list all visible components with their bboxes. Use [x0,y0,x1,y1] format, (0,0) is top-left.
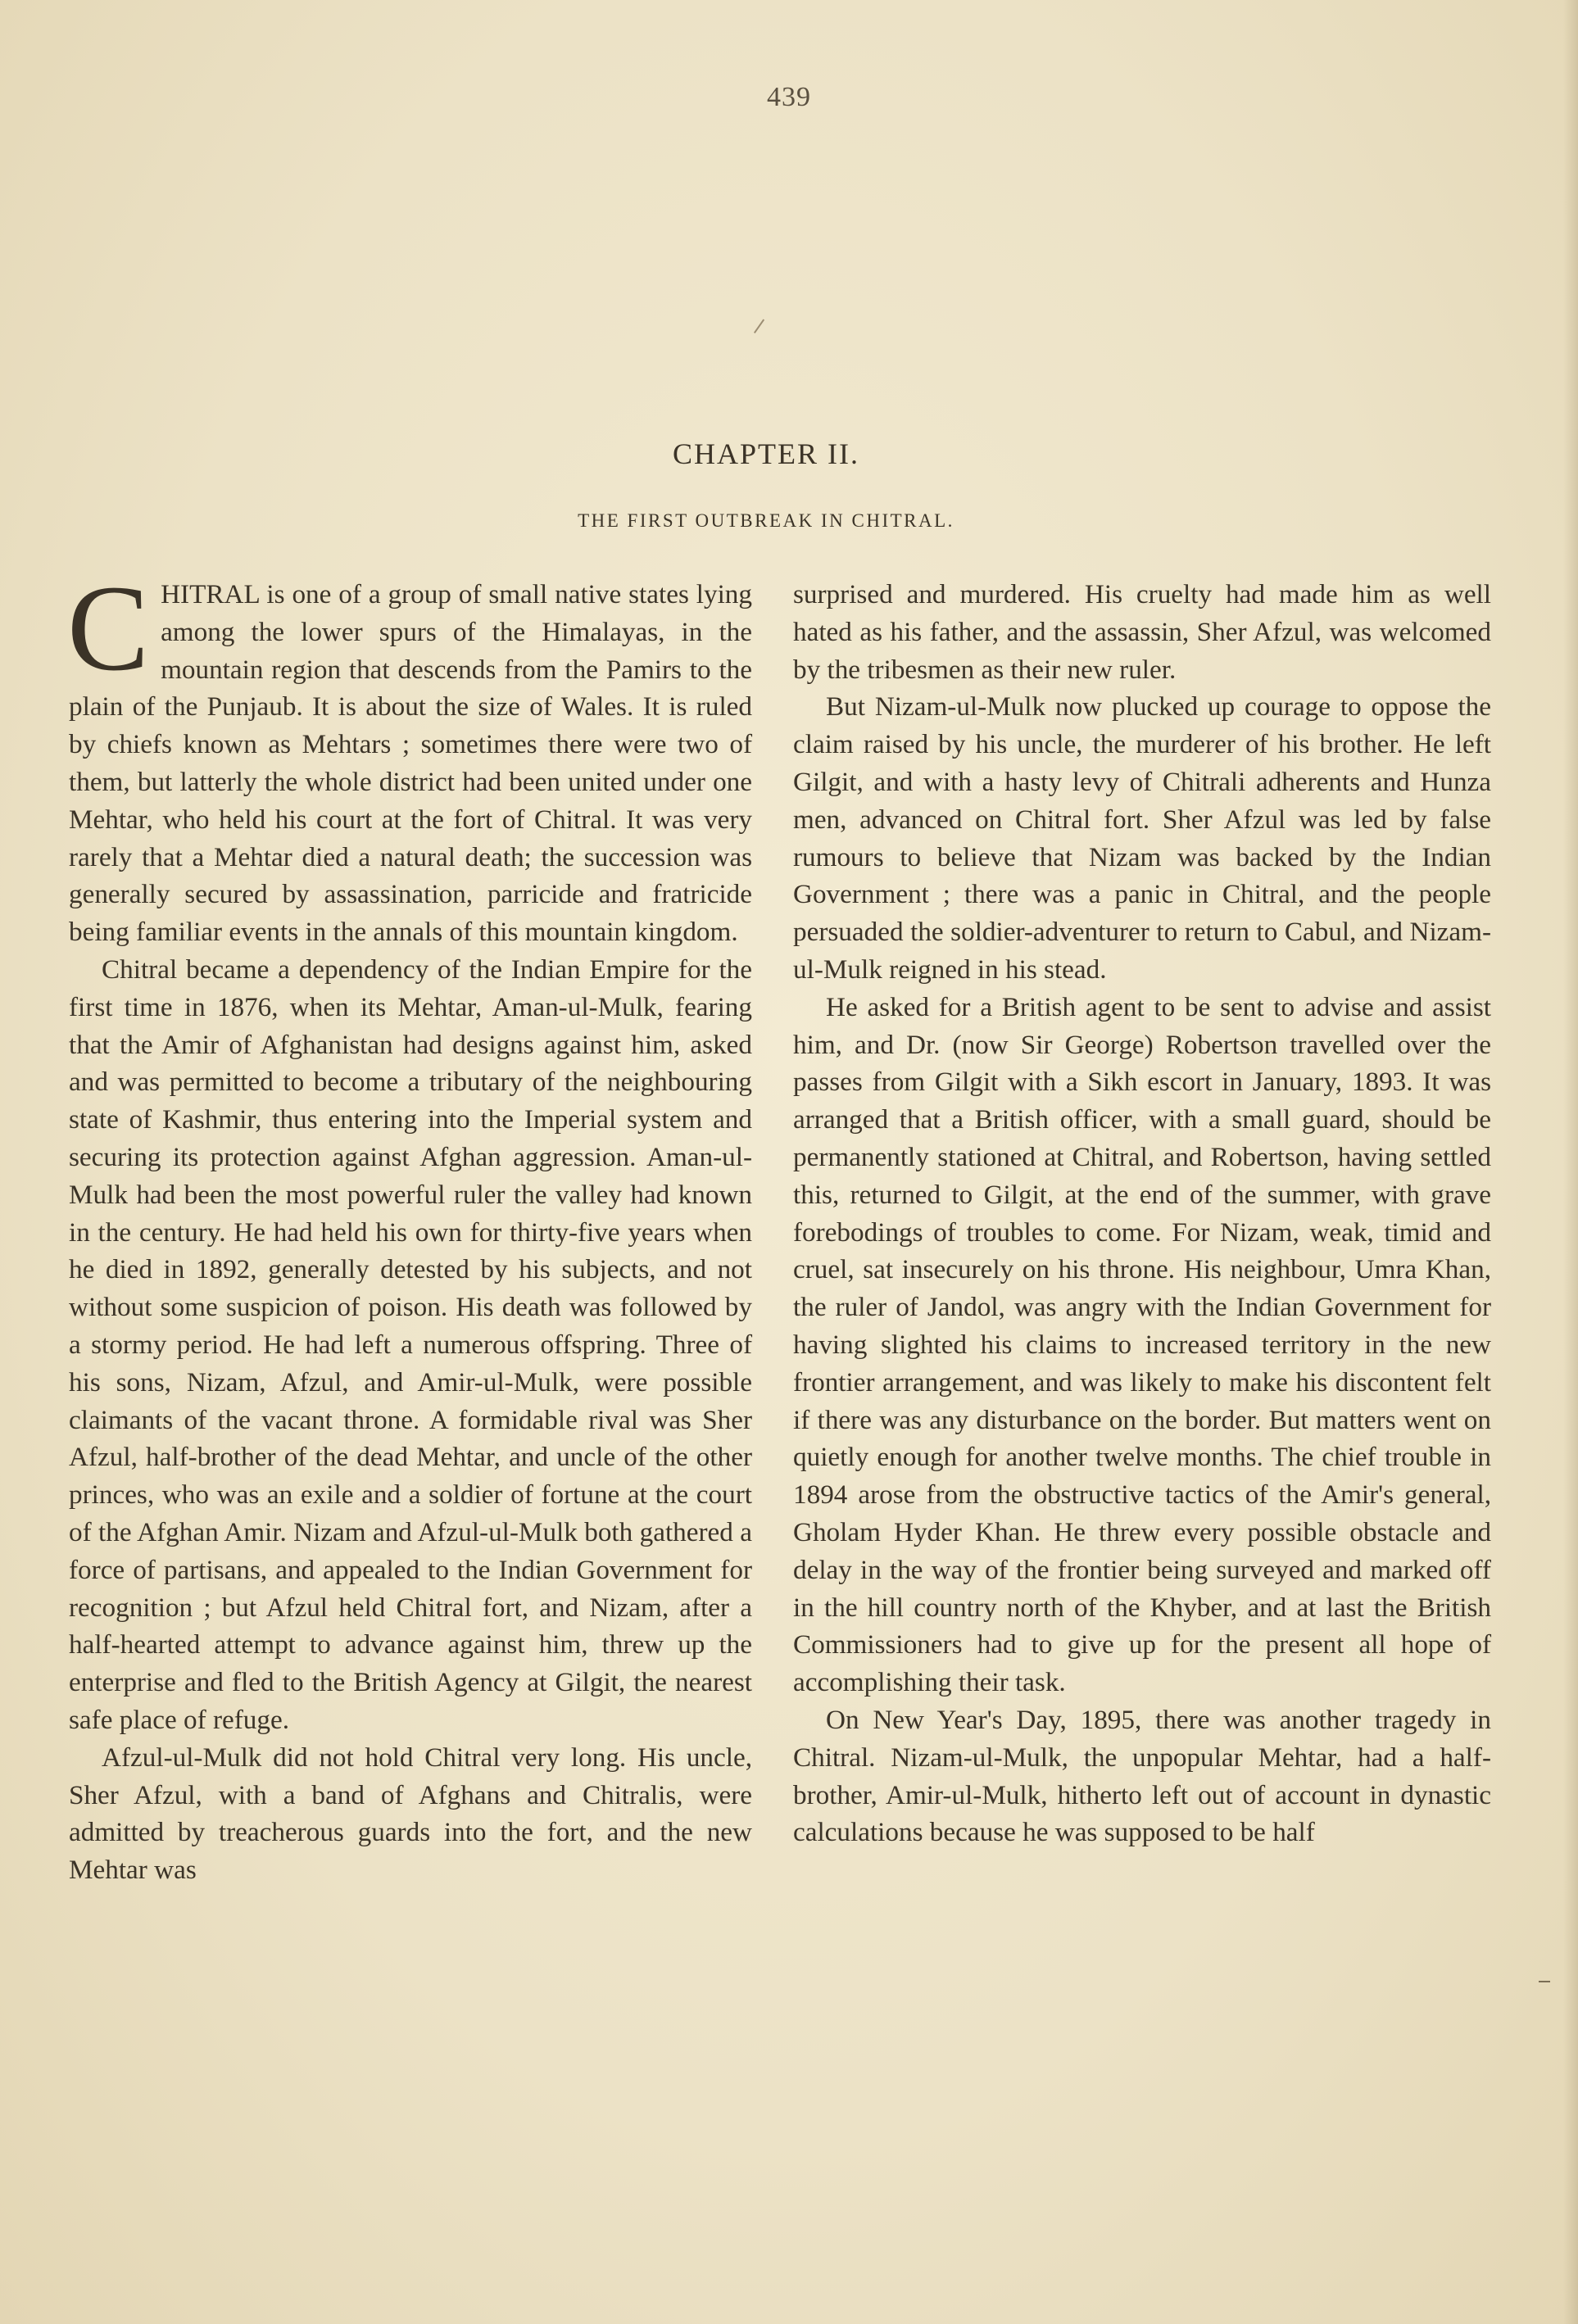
drop-cap: C [67,560,150,696]
paragraph: On New Year's Day, 1895, there was another tragedy in Chitral. Nizam-ul-Mulk, the unpopular Mehtar, had a half-brother, Amir-ul-Mulk, hitherto left out of account in dynastic calculations because he was supposed to be half [793,1704,1491,1848]
text-column-left [67,560,752,1889]
chapter-title: CHAPTER II. [673,437,859,470]
paragraph: But Nizam-ul-Mulk now plucked up courage to oppose the claim raised by his uncle, the murderer of his brother. He left Gilgit, and with a hasty levy of Chitrali adherents and Hunza men, advanced on Chitral fort. Sher Afzul was led by false rumours to believe that Nizam was backed by the Indian Government ; there was a panic in Chitral, and the people persuaded the soldier-adventurer to return to Cabul, and Nizam-ul-Mulk reigned in his stead. [793,691,1491,985]
paragraph: Chitral became a dependency of the Indian Empire for the first time in 1876, when its Mehtar, Aman-ul-Mulk, fearing that the Amir of Afghanistan had designs against him, asked and was permitted to become a tributary of the neighbouring state of Kashmir, thus entering into the Imperial system and securing its protection against Afghan aggression. Aman-ul-Mulk had been the most powerful ruler the valley had known in the century. He had held his own for thirty-five years when he died in 1892, generally detested by his subjects, and not without some suspicion of poison. His death was followed by a stormy period. He had left a numerous offspring. Three of his sons, Nizam, Afzul, and Amir-ul-Mulk, were possible claimants of the vacant throne. A formidable rival was Sher Afzul, half-brother of the dead Mehtar, and uncle of the other princes, who was an exile and a soldier of fortune at the court of the Afghan Amir. Nizam and Afzul-ul-Mulk both gathered a force of partisans, and appealed to the Indian Government for recognition ; but Afzul held Chitral fort, and Nizam, after a half-hearted attempt to advance against him, threw up the enterprise and fled to the British Agency at Gilgit, the nearest safe place of refuge. [69,954,752,1735]
page-number: 439 [767,82,811,112]
paragraph: Afzul-ul-Mulk did not hold Chitral very long. His uncle, Sher Afzul, with a band of Afghans and Chitralis, were admitted by treacherous guards into the fort, and the new Mehtar was [69,1742,752,1886]
text-column-right [793,576,1491,1851]
page-edge-shadow [1563,0,1578,2324]
pencil-mark [754,319,769,337]
paragraph: He asked for a British agent to be sent to advise and assist him, and Dr. (now Sir George) Robertson travelled over the passes from Gilgit with a Sikh escort in January, 1893. It was arranged that a British officer, with a small guard, should be permanently stationed at Chitral, and Robertson, having settled this, returned to Gilgit, at the end of the summer, with grave forebodings of troubles to come. For Nizam, weak, timid and cruel, sat insecurely on his throne. His neighbour, Umra Khan, the ruler of Jandol, was angry with the Indian Government for having slighted his claims to increased territory in the new frontier arrangement, and was likely to make his discontent felt if there was any disturbance on the border. But matters went on quietly enough for another twelve months. The chief trouble in 1894 arose from the obstructive tactics of the Amir's general, Gholam Hyder Khan. He threw every possible obstacle and delay in the way of the frontier being surveyed and marked off in the hill country north of the Khyber, and at last the British Commissioners had to give up for the present all hope of accomplishing their task. [793,991,1491,1698]
paragraph: surprised and murdered. His cruelty had made him as well hated as his father, and the assassin, Sher Afzul, was welcomed by the tribesmen as their new ruler. [793,579,1491,685]
margin-mark [1539,1981,1550,1982]
paragraph [67,560,752,951]
paragraph-text: HITRAL is one of a group of small native states lying among the lower spurs of the Himalayas, in the mountain region that descends from the Pamirs to the plain of the Punjaub. It is about the size of Wales. It is ruled by chiefs known as Mehtars ; sometimes there were two of them, but latterly the whole district had been united under one Mehtar, who held his court at the fort of Chitral. It was very rarely that a Mehtar died a natural death; the succession was generally secured by assassination, parricide and fratricide being familiar events in the annals of this mountain kingdom. [69,579,752,948]
chapter-subtitle: THE FIRST OUTBREAK IN CHITRAL. [578,510,955,531]
